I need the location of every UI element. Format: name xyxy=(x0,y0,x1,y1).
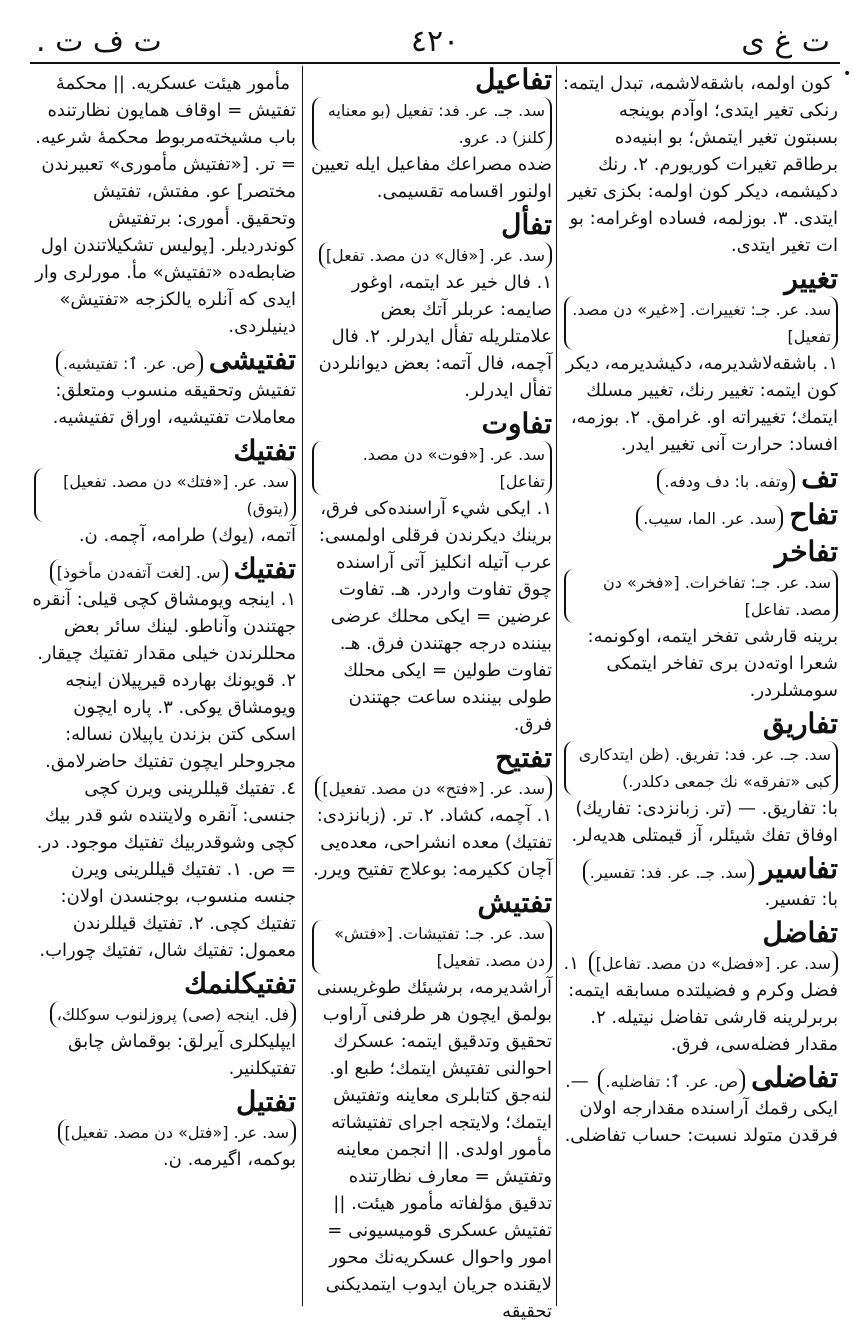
entry-text: مأمور هيئت عسكريه. || محكمهٔ تفتيش = اوقاف همايون نظارتنده باب مشيخته‌مربوط محكمهٔ شرعيه. = تر. [«تفتيش مأمورى» تعبيرندن مختصر] عو. مفتش، تفتيش وتحقيق. أمورى: برتفتيش كوندرديلر. [پوليس تشكيلاتندن اول ضابطه‌ده «تفتيش» مأ. مورلرى وار ايدى كه آنلره يالكزجه «تفتيش» دينيلردى. xyxy=(35,73,296,337)
grammar-bracket: سد. جـ. عر. فد: تفعيل (بو معنايه كلنز) د. عرو. xyxy=(312,97,552,151)
headword: تفاضلى xyxy=(751,1061,838,1094)
entry-text: آراشديرمه، برشيئك طوغريسنى بولمق ايچون هر طرفنى آراوب تحقيق وتدقيق ايتمه: عسكرك احوالنى تفتيش ايتمك؛ طبع او. لنه‌جق كتابلرى معاينه وتفتيش ايتمك؛ ولايتجه اجراى تفتيشاته مأمور اولدى. || انجمن معاينه وتفتيش = معارف نظارتنده تدقيق مؤلفاته مأمور هيئت. || تفتيش عسكرى قوميسيونى = امور واحوال عسكريه‌نك محور لايقنده جريان ايدوب ايتمديكنى تحقيقه xyxy=(316,977,552,1322)
column-rule xyxy=(556,66,557,1306)
running-head-left: ت ف ت . xyxy=(36,24,162,59)
dictionary-entry xyxy=(560,707,838,849)
dictionary-entry xyxy=(560,852,838,913)
grammar-bracket: س. [لغت آتفه‌دن مأخوذ] xyxy=(50,559,228,586)
dictionary-entry xyxy=(30,434,296,549)
running-head-right: ت غ ى xyxy=(741,24,830,59)
entry-text: ١. فضل وكرم و فضيلتده مسابقه ايتمه: بربرلرينه قارشى تفاضل نيتيله. ٢. مقدار فضله‌سى، فرق. xyxy=(563,953,838,1055)
headword: تف xyxy=(801,461,838,494)
grammar-bracket: سد. عر. [«فال» دن مصد. تفعل] xyxy=(319,242,552,269)
dictionary-entry xyxy=(308,208,552,404)
grammar-bracket: سد. عر. [«فوت» دن مصد. تفاعل] xyxy=(312,441,552,495)
margin-mark: • xyxy=(843,66,852,82)
headword: تفاوت xyxy=(481,407,552,440)
entry-text: با: تفسير. xyxy=(764,889,838,910)
dictionary-entry xyxy=(308,407,552,738)
dictionary-entry xyxy=(308,886,552,1325)
dictionary-entry xyxy=(30,343,296,431)
grammar-bracket: سد. عر. جـ: تفتيشات. [«فتش» دن مصد. تفعيل] xyxy=(312,920,552,974)
dictionary-entry xyxy=(560,1061,838,1149)
headword: تفتيك xyxy=(233,434,296,467)
grammar-bracket: وتفه. با: دف ودفه. xyxy=(657,468,795,495)
dictionary-entry xyxy=(30,967,296,1082)
dictionary-entry xyxy=(30,552,296,964)
headword: تفاريق xyxy=(762,707,838,740)
grammar-bracket: فل. اينجه (صى) پروزلنوب سوكلك، xyxy=(50,1001,296,1028)
grammar-bracket: سد. عر. [«فضل» دن مصد. تفاعل] xyxy=(589,950,838,977)
grammar-bracket: ص. عر. ٱ: تفاضليه. xyxy=(598,1068,745,1095)
dictionary-entry xyxy=(560,262,838,458)
entry-text: كون اولمه، باشقه‌لاشمه، تبدل ايتمه: رنكى تغير ايتدى؛ اوآدم بوينجه بسبتون تغير ايتمش؛ بو ابنيه‌ده برطاقم تغيرات كوريورم. ٢. رنك دكيشمه، ديكر كون اولمه: بكزى تغير ايتدى. ٣. بوزلمه، فساده اوغرامه: بو ات تغير ايتدى. xyxy=(562,73,838,256)
headword: تفتيك xyxy=(233,552,296,585)
grammar-bracket: سد. عر. جـ: تغييرات. [«غير» دن مصد. تفعيل] xyxy=(564,296,838,350)
page-number: ٤٢٠ xyxy=(410,24,460,59)
headword: تفتيكلنمك xyxy=(184,967,296,1000)
headword: تفتيشى xyxy=(208,343,296,376)
entry-text: ١. فال خير عد ايتمه، اوغور صايمه: عربلر آتك بعض علامتلريله تفأل ايدرلر. ٢. فال آچمه، فال آتمه: بعض ديوانلردن تفأل ايدرلر. xyxy=(318,272,552,401)
headword: تفتيل xyxy=(235,1085,296,1118)
dictionary-entry xyxy=(30,1085,296,1173)
dictionary-entry xyxy=(560,916,838,1058)
entry-text: بوكمه، اگيرمه. ن. xyxy=(162,1149,296,1170)
entry-text: ١. آچمه، كشاد. ٢. تر. (زبانزدى: تفتيك) معده انشراحى، معده‌يى آچان ككيرمه: بوعلاج تفتيح ويرر. xyxy=(312,805,552,880)
headword: تفاعيل xyxy=(475,63,552,96)
grammar-bracket: سد. عر. جـ: تفاخرات. [«فخر» دن مصد. تفاعل] xyxy=(564,569,838,623)
grammar-bracket: ص. عر. ٱ: تفتيشيه. xyxy=(56,350,203,377)
entry-text: ١. اينجه ويومشاق كچى قيلى: آنقره جهتندن وآناطو. لينك سائر بعض محللرندن خيلى مقدار تفتيك چيقار. ٢. قويونك بهارده قيرپيلان اينجه ويومشاق يوكى. ٣. پاره ايچون اسكى كتن بزندن ياپيلان نساله: مجروحلر ايچون تفتيك حاضرلامق. ٤. تفتيك قيللرينى ويرن كچى جنسى: آنقره ولايتنده شو قدر بيك كچى وشوقدربيك تفتيك موجود. در. = ص. ١. تفتيك قيللرينى ويرن جنسه منسوب، بوجنسدن اولان: تفتيك كچى. ٢. تفتيك قيللرندن معمول: تفتيك شال، تفتيك چوراب. xyxy=(32,589,296,961)
column-middle xyxy=(308,63,552,1322)
headword: تفأل xyxy=(501,208,552,241)
column-right xyxy=(560,66,842,1306)
grammar-bracket: سد. عر. [«فتك» دن مصد. تفعيل] (يتوق) xyxy=(34,468,296,522)
entry-text: آتمه، (يوك) طرامه، آچمه. ن. xyxy=(78,525,296,546)
headword: تفاخر xyxy=(774,535,838,568)
entry-text: —. ايكى رقمك آراسنده مقدارجه اولان فرقدن متولد نسبت: حساب تفاضلى. xyxy=(564,1071,838,1146)
dictionary-entry xyxy=(30,66,296,340)
dictionary-entry xyxy=(308,741,552,883)
entry-text: برينه قارشى تفخر ايتمه، اوكونمه: شعرا اوته‌دن برى تفاخر ايتمكى سومشلردر. xyxy=(587,626,838,701)
entry-text: ضده مصراعك مفاعيل ايله تعيين اولنور اقسامه تقسيمى. xyxy=(310,154,552,202)
headword: تغيير xyxy=(784,262,838,295)
grammar-bracket: سد. عر. الما، سيب. xyxy=(636,505,783,532)
column-left xyxy=(30,66,296,1306)
page-header xyxy=(30,18,840,64)
grammar-bracket: سد. عر. [«فتل» دن مصد. تفعيل] xyxy=(58,1119,296,1146)
dictionary-entry xyxy=(560,66,838,259)
entry-text: ايپليكلرى آيرلق: بوقماش چابق تفتيكلنير. xyxy=(68,1031,296,1079)
dictionary-entry xyxy=(560,461,838,495)
dictionary-entry xyxy=(560,498,838,532)
dictionary-entry xyxy=(560,535,838,704)
dictionary-entry xyxy=(308,63,552,205)
headword: تفاسير xyxy=(760,852,838,885)
entry-text: ١. باشقه‌لاشديرمه، دكيشديرمه، ديكر كون ايتمه: تغيير رنك، تغيير مسلك ايتمك؛ تغييراته او. غرامق. ٢. بوزمه، افساد: حرارت آنى تغيير ايدر. xyxy=(565,353,838,455)
headword: تفاضل xyxy=(762,916,838,949)
headword: تفاح xyxy=(789,498,838,531)
grammar-bracket: سد. جـ. عر. فد: تفريق. (ظن ايتدكارى كبى «تفرقه» نك جمعى دكلدر.) xyxy=(564,741,838,795)
entry-text: ١. ايكى شيء آراسنده‌كى فرق، برينك ديكرندن فرقلى اولمسى: عرب آتيله انكليز آتى آراسنده چوق تفاوت واردر. هـ. تفاوت عرضين = ايكى محلك عرضى بيننده درجه جهتندن فرق. هـ. تفاوت طولين = ايكى محلك طولى بيننده ساعت جهتندن فرق. xyxy=(318,498,552,735)
grammar-bracket: سد. جـ. عر. فد: تفسير. xyxy=(583,859,754,886)
headword: تفتيش xyxy=(477,886,552,919)
headword: تفتيح xyxy=(495,741,552,774)
grammar-bracket: سد. عر. [«فتح» دن مصد. تفعيل] xyxy=(315,775,552,802)
entry-text: با: تفاريق. — (تر. زبانزدى: تفاريك) اوفاق تفك شيئلر، آز قيمتلى هديه‌لر. xyxy=(571,798,838,846)
column-rule xyxy=(302,66,303,1306)
entry-text: تفتيش وتحقيقه منسوب ومتعلق: معاملات تفتيشيه، اوراق تفتيشيه. xyxy=(52,380,296,428)
